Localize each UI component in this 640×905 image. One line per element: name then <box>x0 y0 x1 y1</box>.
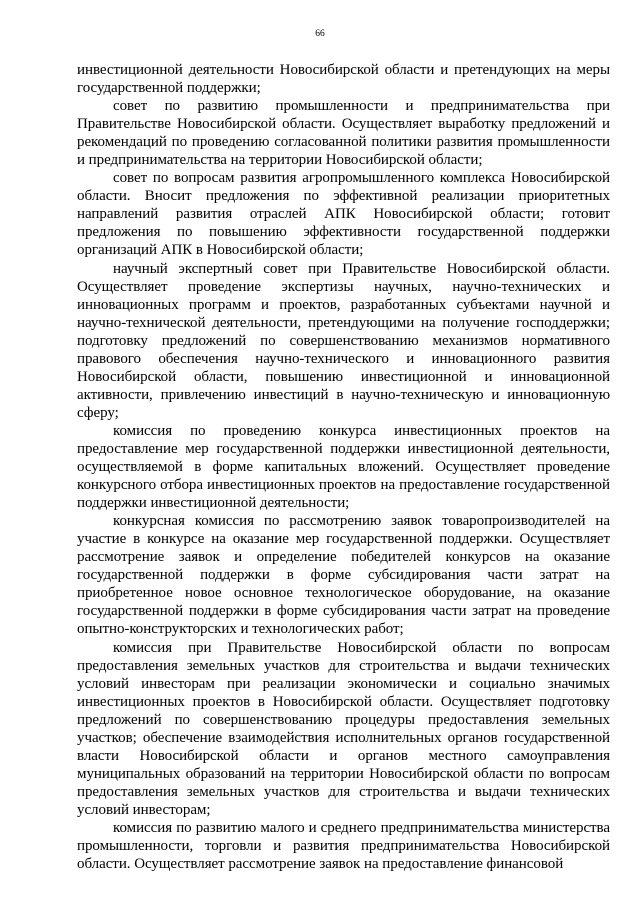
paragraph-science-council: научный экспертный совет при Правительстве Новосибирской области. Осуществляет проведение экспертизы научных, научно-технических и инновационных программ и проектов, разработанных субъектами научной и научно-технической деятельности, претендующими на получение господдержки; подготовку предложений по совершенствованию механизмов нормативного правового обеспечения научно-технического и инновационного развития Новосибирской области, повышению инвестиционной и инновационной активности, привлечению инвестиций в научно-техническую и инновационную сферу; <box>77 260 610 421</box>
paragraph-small-business-commission: комиссия по развитию малого и среднего предпринимательства министерства промышленности, торговли и развития предпринимательства Новосибирской области. Осуществляет рассмотрение заявок на предоставление финансовой <box>77 819 610 873</box>
paragraph-industry-council: совет по развитию промышленности и предпринимательства при Правительстве Новосибирской области. Осуществляет выработку предложений и рекомендаций по проведению согласованной политики развития промышленности и предпринимательства на территории Новосибирской области; <box>77 98 610 169</box>
paragraph-agro-council: совет по вопросам развития агропромышленного комплекса Новосибирской области. Вносит предложения по эффективной реализации приоритетных направлений развития отраслей АПК Новосибирской области; готовит предложения по повышению эффективности государственной поддержки организаций АПК в Новосибирской области; <box>77 170 610 259</box>
page-number: 66 <box>315 29 325 39</box>
paragraph-investment-commission: комиссия по проведению конкурса инвестиционных проектов на предоставление мер государственной поддержки инвестиционной деятельности, осуществляемой в форме капитальных вложений. Осуществляет проведение конкурсного отбора инвестиционных проектов на предоставление государственной поддержки инвестиционной деятельности; <box>77 422 610 512</box>
paragraph-continuation: инвестиционной деятельности Новосибирской области и претендующих на меры государственной поддержки; <box>77 62 610 97</box>
paragraph-competition-commission: конкурсная комиссия по рассмотрению заявок товаропроизводителей на участие в конкурсе на оказание мер государственной поддержки. Осуществляет рассмотрение заявок и определение победителей конкурсов на оказание государственной поддержки в форме субсидирования части затрат на приобретенное новое основное технологическое оборудование, на оказание государственной поддержки в форме субсидирования части затрат на проведение опытно-конструкторских и технологических работ; <box>77 513 610 638</box>
body-text <box>77 61 610 873</box>
paragraph-land-commission: комиссия при Правительстве Новосибирской области по вопросам предоставления земельных участков для строительства и выдачи технических условий инвесторам при реализации экономически и социально значимых инвестиционных проектов в Новосибирской области. Осуществляет подготовку предложений по совершенствованию процедуры предоставления земельных участков; обеспечение взаимодействия исполнительных органов государственной власти Новосибирской области и органов местного самоуправления муниципальных образований на территории Новосибирской области по вопросам предоставления земельных участков для строительства и выдачи технических условий инвесторам; <box>77 639 610 818</box>
